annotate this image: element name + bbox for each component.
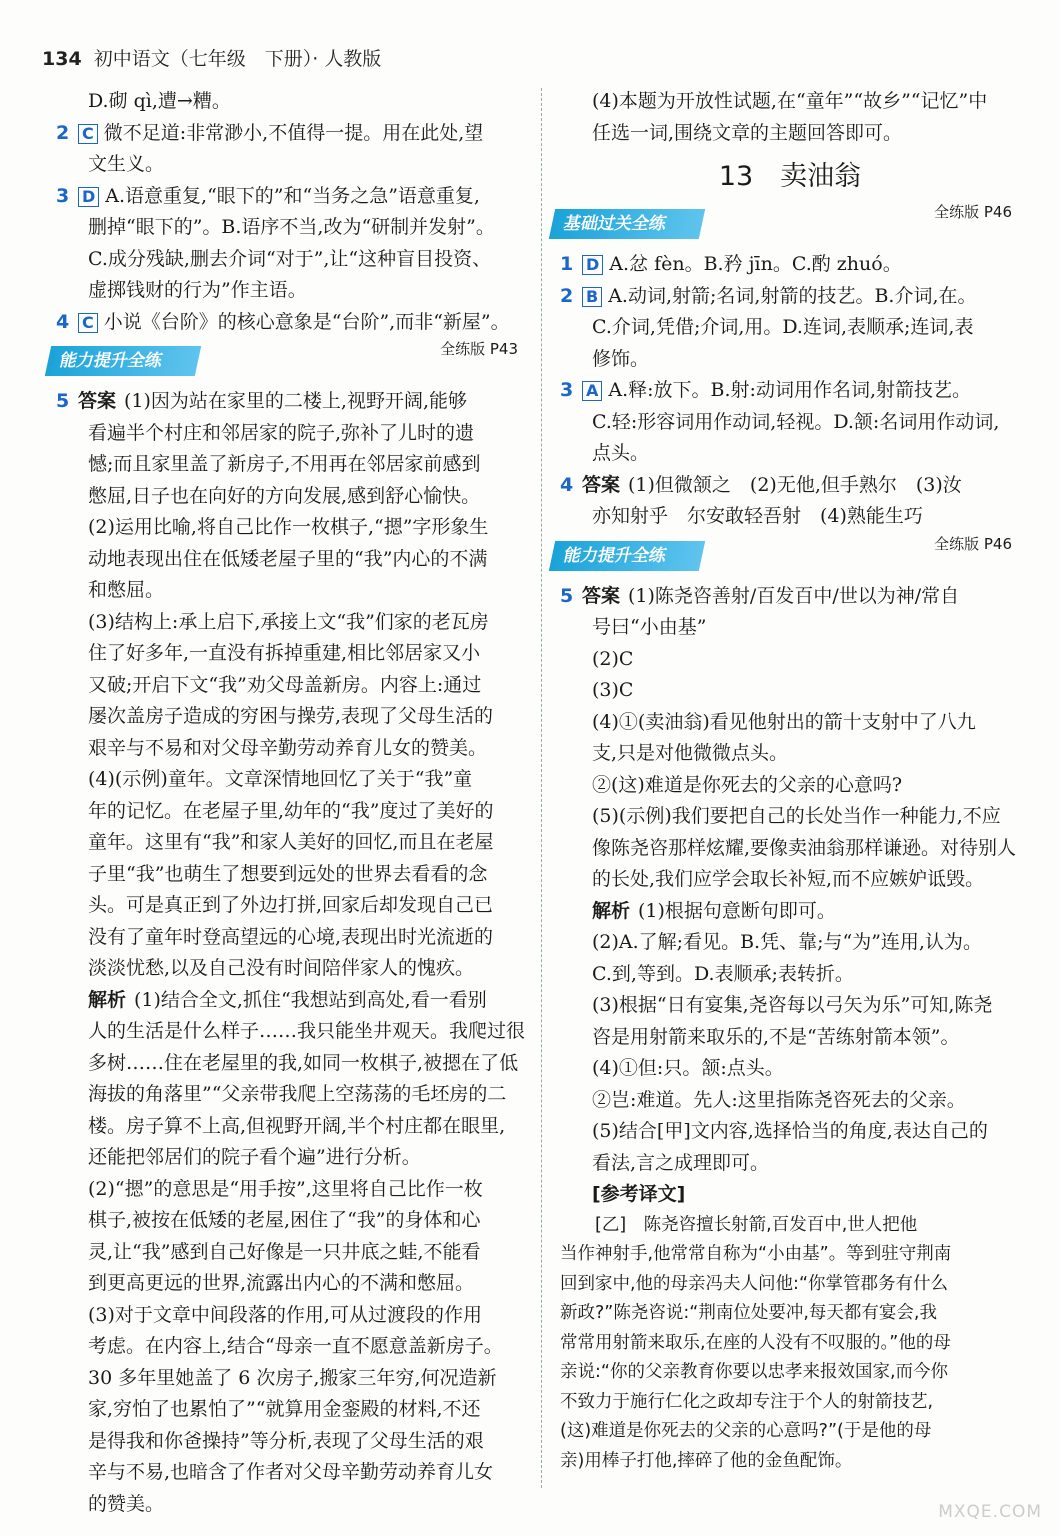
- line-text: 虚掷钱财的行为”作主语。: [88, 279, 307, 301]
- question-number: 2: [56, 121, 70, 144]
- text-line: [560, 990, 1020, 1022]
- line-text: 30 多年里她盖了 6 次房子,搬家三年穷,何况造新: [88, 1366, 497, 1389]
- text-line: [56, 1268, 526, 1300]
- text-line: [56, 922, 526, 954]
- text-line: [56, 1174, 526, 1206]
- text-line: [560, 281, 1020, 313]
- left-column: [56, 86, 526, 1520]
- translation-line: 新政?”陈尧咨说:“荆南位处要冲,每天都有宴会,我: [560, 1303, 937, 1323]
- line-text: 删掉“眼下的”。B.语序不当,改为“研制并发射”。: [88, 216, 495, 238]
- line-text: 人的生活是什么样子……我只能坐井观天。我爬过很: [88, 1020, 526, 1042]
- translation-line: 当作神射手,他常常自称为“小由基”。等到驻守荆南: [560, 1244, 952, 1264]
- line-text: (3)根据“日有宴集,尧咨每以弓矢为乐”可知,陈尧: [592, 994, 993, 1016]
- line-text: 亦知射乎 尔安敢轻吾射 (4)熟能生巧: [592, 505, 923, 527]
- text-line: [56, 481, 526, 513]
- line-text: (1)但微颔之 (2)无他,但手熟尔 (3)汝: [628, 473, 962, 496]
- text-line: [560, 438, 1020, 470]
- text-line: [560, 407, 1020, 439]
- line-text: 小说《台阶》的核心意象是“台阶”,而非“新屋”。: [103, 310, 510, 333]
- text-line: [56, 1237, 526, 1269]
- line-text: (4)(示例)童年。文章深情地回忆了关于“我”童: [88, 768, 473, 790]
- question-number: 1: [560, 253, 574, 275]
- line-text: (1)因为站在家里的二楼上,视野开阔,能够: [124, 390, 468, 412]
- line-text: (1)结合全文,抓住“我想站到高处,看一看别: [134, 988, 487, 1011]
- ability-banner-left: [56, 340, 526, 378]
- text-line: [560, 249, 1020, 281]
- line-text: 多树……住在老屋里的我,如同一枚棋子,被摁在了低: [88, 1051, 519, 1074]
- text-line: [560, 86, 1020, 118]
- text-line: [56, 575, 526, 607]
- text-line: [56, 607, 526, 639]
- line-text: 文生义。: [88, 153, 165, 175]
- line-text: 屡次盖房子造成的穷困与操劳,表现了父母生活的: [88, 705, 494, 727]
- text-line: [56, 418, 526, 450]
- text-line: [56, 1079, 526, 1111]
- text-line: [56, 1331, 526, 1363]
- text-line: [56, 985, 526, 1017]
- line-text: (5)结合[甲]文内容,选择恰当的角度,表达自己的: [592, 1120, 988, 1142]
- line-text: 艰辛与不易和对父母辛勤劳动养育儿女的赞美。: [88, 736, 488, 759]
- line-text: 任选一词,围绕文章的主题回答即可。: [592, 121, 903, 144]
- line-text: A.释:放下。B.射:动词用作名词,射箭技艺。: [608, 379, 971, 401]
- text-line: [560, 612, 1020, 644]
- line-text: 住了好多年,一直没有拆掉重建,相比邻居家又小: [88, 642, 481, 664]
- text-line: [560, 470, 1020, 502]
- answer-choice: D: [582, 255, 603, 275]
- answer-choice: B: [582, 287, 602, 307]
- text-line: [560, 581, 1020, 613]
- text-line: [56, 86, 526, 118]
- line-text: (2)“摁”的意思是“用手按”,这里将自己比作一枚: [88, 1177, 483, 1200]
- text-line: [560, 312, 1020, 344]
- text-line: [56, 1016, 526, 1048]
- line-text: (4)本题为开放性试题,在“童年”“故乡”“记忆”中: [592, 90, 988, 112]
- translation-line: [乙] 陈尧咨擅长射箭,百发百中,世人把他: [560, 1214, 918, 1235]
- line-text: 到更高更远的世界,流露出内心的不满和憋屈。: [88, 1272, 475, 1294]
- line-text: 头。可是真正到了外边打拼,回家后却发现自己已: [88, 894, 494, 916]
- text-line: [560, 1148, 1020, 1180]
- line-text: (3)对于文章中间段落的作用,可从过渡段的作用: [88, 1303, 482, 1326]
- line-text: 的赞美。: [88, 1492, 165, 1515]
- banner-ref: 全练版 P46: [934, 203, 1012, 221]
- text-line: [560, 1116, 1020, 1148]
- line-text: 看遍半个村庄和邻居家的院子,弥补了儿时的遗: [88, 421, 475, 444]
- text-line: [560, 675, 1020, 707]
- translation-line: 常常用射箭来取乐,在座的人没有不叹服的。”他的母: [560, 1332, 951, 1353]
- banner-label: 基础过关全练: [549, 209, 705, 239]
- line-text: C.成分残缺,删去介词“对于”,让“这种盲目投资、: [88, 247, 492, 270]
- basic-banner: [560, 203, 1020, 241]
- left-answers-block: [56, 86, 526, 338]
- section-label: [参考译文]: [592, 1183, 686, 1205]
- line-text: 考虑。在内容上,结合“母亲一直不愿意盖新房子。: [88, 1335, 503, 1357]
- answer-choice: D: [78, 187, 99, 207]
- line-text: 的长处,我们应学会取长补短,而不应嫉妒诋毁。: [592, 868, 985, 890]
- line-text: 憾;而且家里盖了新房子,不用再在邻居家前感到: [88, 453, 481, 475]
- question-number: 4: [560, 473, 574, 496]
- text-line: [560, 801, 1020, 833]
- line-text: 楼。房子算不上高,但视野开阔,半个村庄都在眼里,: [88, 1114, 506, 1137]
- answer-choice: A: [582, 381, 602, 401]
- text-line: [560, 1022, 1020, 1054]
- text-line: [560, 1085, 1020, 1117]
- line-text: 微不足道:非常渺小,不值得一提。用在此处,望: [103, 121, 484, 144]
- line-text: 子里“我”也萌生了想要到远处的世界去看看的念: [88, 862, 488, 885]
- text-line: [56, 275, 526, 307]
- line-text: 没有了童年时登高望远的心境,表现出时光流逝的: [88, 925, 494, 948]
- text-line: [56, 118, 526, 150]
- question-number: 3: [56, 184, 70, 207]
- text-line: [560, 896, 1020, 928]
- line-text: 像陈尧咨那样炫耀,要像卖油翁那样谦逊。对待别人: [592, 836, 1017, 859]
- text-line: [560, 501, 1020, 533]
- question-number: 5: [560, 584, 574, 607]
- text-line: [56, 796, 526, 828]
- watermark: MXQE.COM: [938, 1502, 1042, 1522]
- text-line: [560, 1053, 1020, 1085]
- right-top-block: [560, 86, 1020, 149]
- line-text: 号曰“小由基”: [592, 616, 707, 638]
- banner-label: 能力提升全练: [45, 346, 201, 376]
- text-line: [560, 1179, 1020, 1211]
- line-text: 是得我和你爸操持”等分析,表现了父母生活的艰: [88, 1429, 484, 1452]
- banner-ref: 全练版 P43: [440, 340, 518, 358]
- line-text: 又破;开启下文“我”劝父母盖新房。内容上:通过: [88, 673, 482, 696]
- line-text: A.语意重复,“眼下的”和“当务之急”语意重复,: [105, 184, 480, 207]
- text-line: [560, 375, 1020, 407]
- text-line: [56, 859, 526, 891]
- line-text: (4)①但:只。颔:点头。: [592, 1057, 784, 1079]
- line-text: 咨是用射箭来取乐的,不是“苦练射箭本领”。: [592, 1025, 960, 1048]
- text-line: [56, 953, 526, 985]
- left-analysis-block: [56, 386, 526, 1520]
- question-number: 2: [560, 284, 574, 307]
- text-line: [56, 1363, 526, 1395]
- text-line: [56, 386, 526, 418]
- line-text: 家,穷怕了也累怕了”“就算用金銮殿的材料,不还: [88, 1398, 481, 1420]
- text-line: [56, 1457, 526, 1489]
- section-label: 答案: [78, 390, 117, 412]
- line-text: (2)A.了解;看见。B.凭、靠;与“为”连用,认为。: [592, 931, 982, 953]
- line-text: 动地表现出住在低矮老屋子里的“我”内心的不满: [88, 547, 488, 570]
- question-number: 3: [560, 379, 574, 401]
- text-line: [56, 181, 526, 213]
- page-header: [42, 44, 381, 71]
- section-label: 答案: [582, 473, 621, 496]
- translation-line: (这)难道是你死去的父亲的心意吗?”(于是他的母: [560, 1421, 932, 1441]
- chapter-title: 13 卖油翁: [718, 161, 862, 192]
- section-label: 解析: [88, 988, 127, 1011]
- text-line: [56, 1426, 526, 1458]
- text-line: [56, 1111, 526, 1143]
- ability-banner-right: [560, 534, 1020, 573]
- text-line: [56, 449, 526, 481]
- text-line: [56, 149, 526, 181]
- basic-answers-block: [560, 249, 1020, 533]
- line-text: 和憋屈。: [88, 579, 165, 601]
- line-text: (1)陈尧咨善射/百发百中/世以为神/常自: [628, 584, 960, 607]
- text-line: [56, 670, 526, 702]
- text-line: [560, 770, 1020, 802]
- banner-ref: 全练版 P46: [934, 534, 1012, 553]
- column-divider: [541, 88, 542, 1488]
- line-text: (5)(示例)我们要把自己的长处当作一种能力,不应: [592, 805, 1001, 827]
- line-text: 海拔的角落里”“父亲带我爬上空荡荡的毛坯房的二: [88, 1083, 507, 1105]
- text-line: [56, 1142, 526, 1174]
- book-title: 初中语文（七年级 下册）· 人教版: [93, 48, 382, 70]
- translation-line: 亲)用棒子打他,摔碎了他的金鱼配饰。: [560, 1450, 853, 1471]
- question-number: 5: [56, 390, 70, 412]
- text-line: [56, 638, 526, 670]
- text-line: [56, 244, 526, 276]
- translation-line: 不致力于施行仁化之政却专注于个人的射箭技艺,: [560, 1391, 934, 1412]
- text-line: [56, 1300, 526, 1332]
- line-text: C.介词,凭借;介词,用。D.连词,表顺承;连词,表: [592, 316, 974, 338]
- line-text: 年的记忆。在老屋子里,幼年的“我”度过了美好的: [88, 799, 494, 822]
- text-line: [560, 959, 1020, 991]
- line-text: 支,只是对他微微点头。: [592, 742, 789, 764]
- line-text: (3)C: [592, 679, 634, 701]
- line-text: 点头。: [592, 442, 650, 464]
- text-line: [560, 927, 1020, 959]
- question-number: 4: [56, 310, 70, 333]
- line-text: (4)①(卖油翁)看见他射出的箭十支射中了八九: [592, 710, 976, 733]
- text-line: [56, 764, 526, 796]
- text-line: [560, 738, 1020, 770]
- text-line: [56, 544, 526, 576]
- line-text: (1)根据句意断句即可。: [638, 899, 836, 922]
- line-text: 修饰。: [592, 347, 650, 370]
- line-text: 还能把邻居们的院子看个遍”进行分析。: [88, 1146, 421, 1168]
- line-text: D.砌 qì,遭→糟。: [88, 90, 231, 112]
- line-text: (3)结构上:承上启下,承接上文“我”们家的老瓦房: [88, 610, 489, 633]
- page-number: 134: [42, 48, 82, 70]
- line-text: ②(这)难道是你死去的父亲的心意吗?: [592, 773, 903, 796]
- line-text: A.忿 fèn。B.矜 jīn。C.酌 zhuó。: [609, 253, 902, 275]
- text-line: [560, 344, 1020, 376]
- text-line: [560, 644, 1020, 676]
- line-text: (2)运用比喻,将自己比作一枚棋子,“摁”字形象生: [88, 516, 489, 538]
- line-text: C.到,等到。D.表顺承;表转折。: [592, 962, 854, 985]
- text-line: [56, 827, 526, 859]
- line-text: 辛与不易,也暗含了作者对父母辛勤劳动养育儿女: [88, 1461, 494, 1483]
- text-line: [560, 833, 1020, 865]
- line-text: 童年。这里有“我”和家人美好的回忆,而且在老屋: [88, 831, 494, 853]
- answer-choice: C: [78, 313, 98, 333]
- ability-answers-block: [560, 581, 1020, 1211]
- text-line: [56, 1048, 526, 1080]
- banner-label: 能力提升全练: [549, 541, 705, 571]
- section-label: 答案: [582, 584, 621, 607]
- line-text: C.轻:形容词用作动词,轻视。D.颔:名词用作动词,: [592, 410, 1000, 433]
- text-line: [560, 707, 1020, 739]
- line-text: 憋屈,日子也在向好的方向发展,感到舒心愉快。: [88, 484, 481, 507]
- reference-translation: [560, 1211, 1020, 1477]
- text-line: [56, 1489, 526, 1521]
- text-line: [56, 733, 526, 765]
- section-label: 解析: [592, 899, 631, 922]
- text-line: [56, 307, 526, 339]
- line-text: 棋子,被按在低矮的老屋,困住了“我”的身体和心: [88, 1209, 481, 1231]
- text-line: [56, 512, 526, 544]
- text-line: [560, 118, 1020, 150]
- line-text: A.动词,射箭;名词,射箭的技艺。B.介词,在。: [608, 284, 977, 307]
- line-text: 灵,让“我”感到自己好像是一只井底之蛙,不能看: [88, 1240, 481, 1263]
- text-line: [56, 1394, 526, 1426]
- translation-line: 亲说:“你的父亲教育你要以忠孝来报效国家,而今你: [560, 1362, 949, 1382]
- text-line: [56, 890, 526, 922]
- right-column: [560, 86, 1020, 1476]
- answer-choice: C: [78, 124, 98, 144]
- text-line: [56, 701, 526, 733]
- line-text: 看法,言之成理即可。: [592, 1151, 770, 1174]
- line-text: 淡淡忧愁,以及自己没有时间陪伴家人的愧疚。: [88, 957, 475, 979]
- translation-line: 回到家中,他的母亲冯夫人问他:“你掌管郡务有什么: [560, 1273, 949, 1294]
- line-text: ②岂:难道。先人:这里指陈尧咨死去的父亲。: [592, 1088, 966, 1111]
- text-line: [56, 212, 526, 244]
- text-line: [560, 864, 1020, 896]
- text-line: [56, 1205, 526, 1237]
- line-text: (2)C: [592, 647, 634, 670]
